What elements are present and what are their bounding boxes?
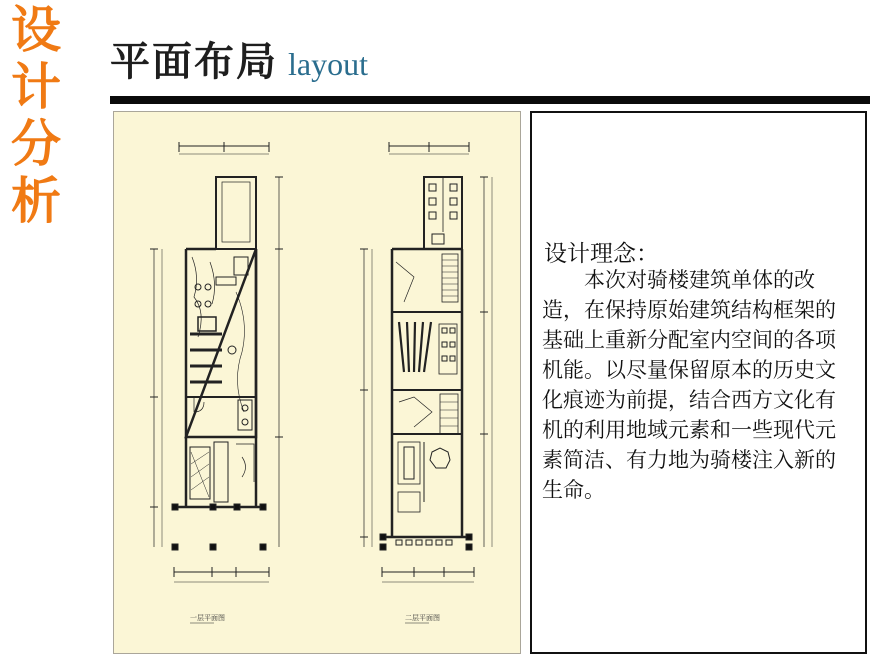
page-header (110, 30, 368, 87)
floor-plan-panel (113, 111, 521, 654)
floor-plan-drawing (114, 112, 522, 655)
concept-body: 本次对骑楼建筑单体的改造，在保持原始建筑结构框架的基础上重新分配室内空间的各项机能。以尽量保留原本的历史文化痕迹为前提，结合西方文化有机的利用地域元素和一些现代元素简洁、有力地为骑楼注入新的生命。 (542, 268, 836, 502)
section-title-char: 析 (11, 172, 61, 230)
floor2-plan-caption: 二层平面图 (405, 614, 440, 622)
design-concept-panel (530, 111, 867, 654)
section-title-vertical (4, 2, 68, 230)
floor1-plan (150, 142, 283, 582)
header-divider (110, 96, 870, 104)
floor2-plan (360, 142, 492, 582)
section-title-char: 设 (11, 1, 61, 59)
concept-heading: 设计理念： (544, 241, 659, 267)
page-subtitle: layout (288, 46, 368, 82)
section-title-char: 分 (11, 115, 61, 173)
section-title-char: 计 (11, 58, 61, 116)
page-title: 平面布局 (110, 39, 278, 85)
floor1-plan-caption: 一层平面图 (190, 614, 225, 622)
